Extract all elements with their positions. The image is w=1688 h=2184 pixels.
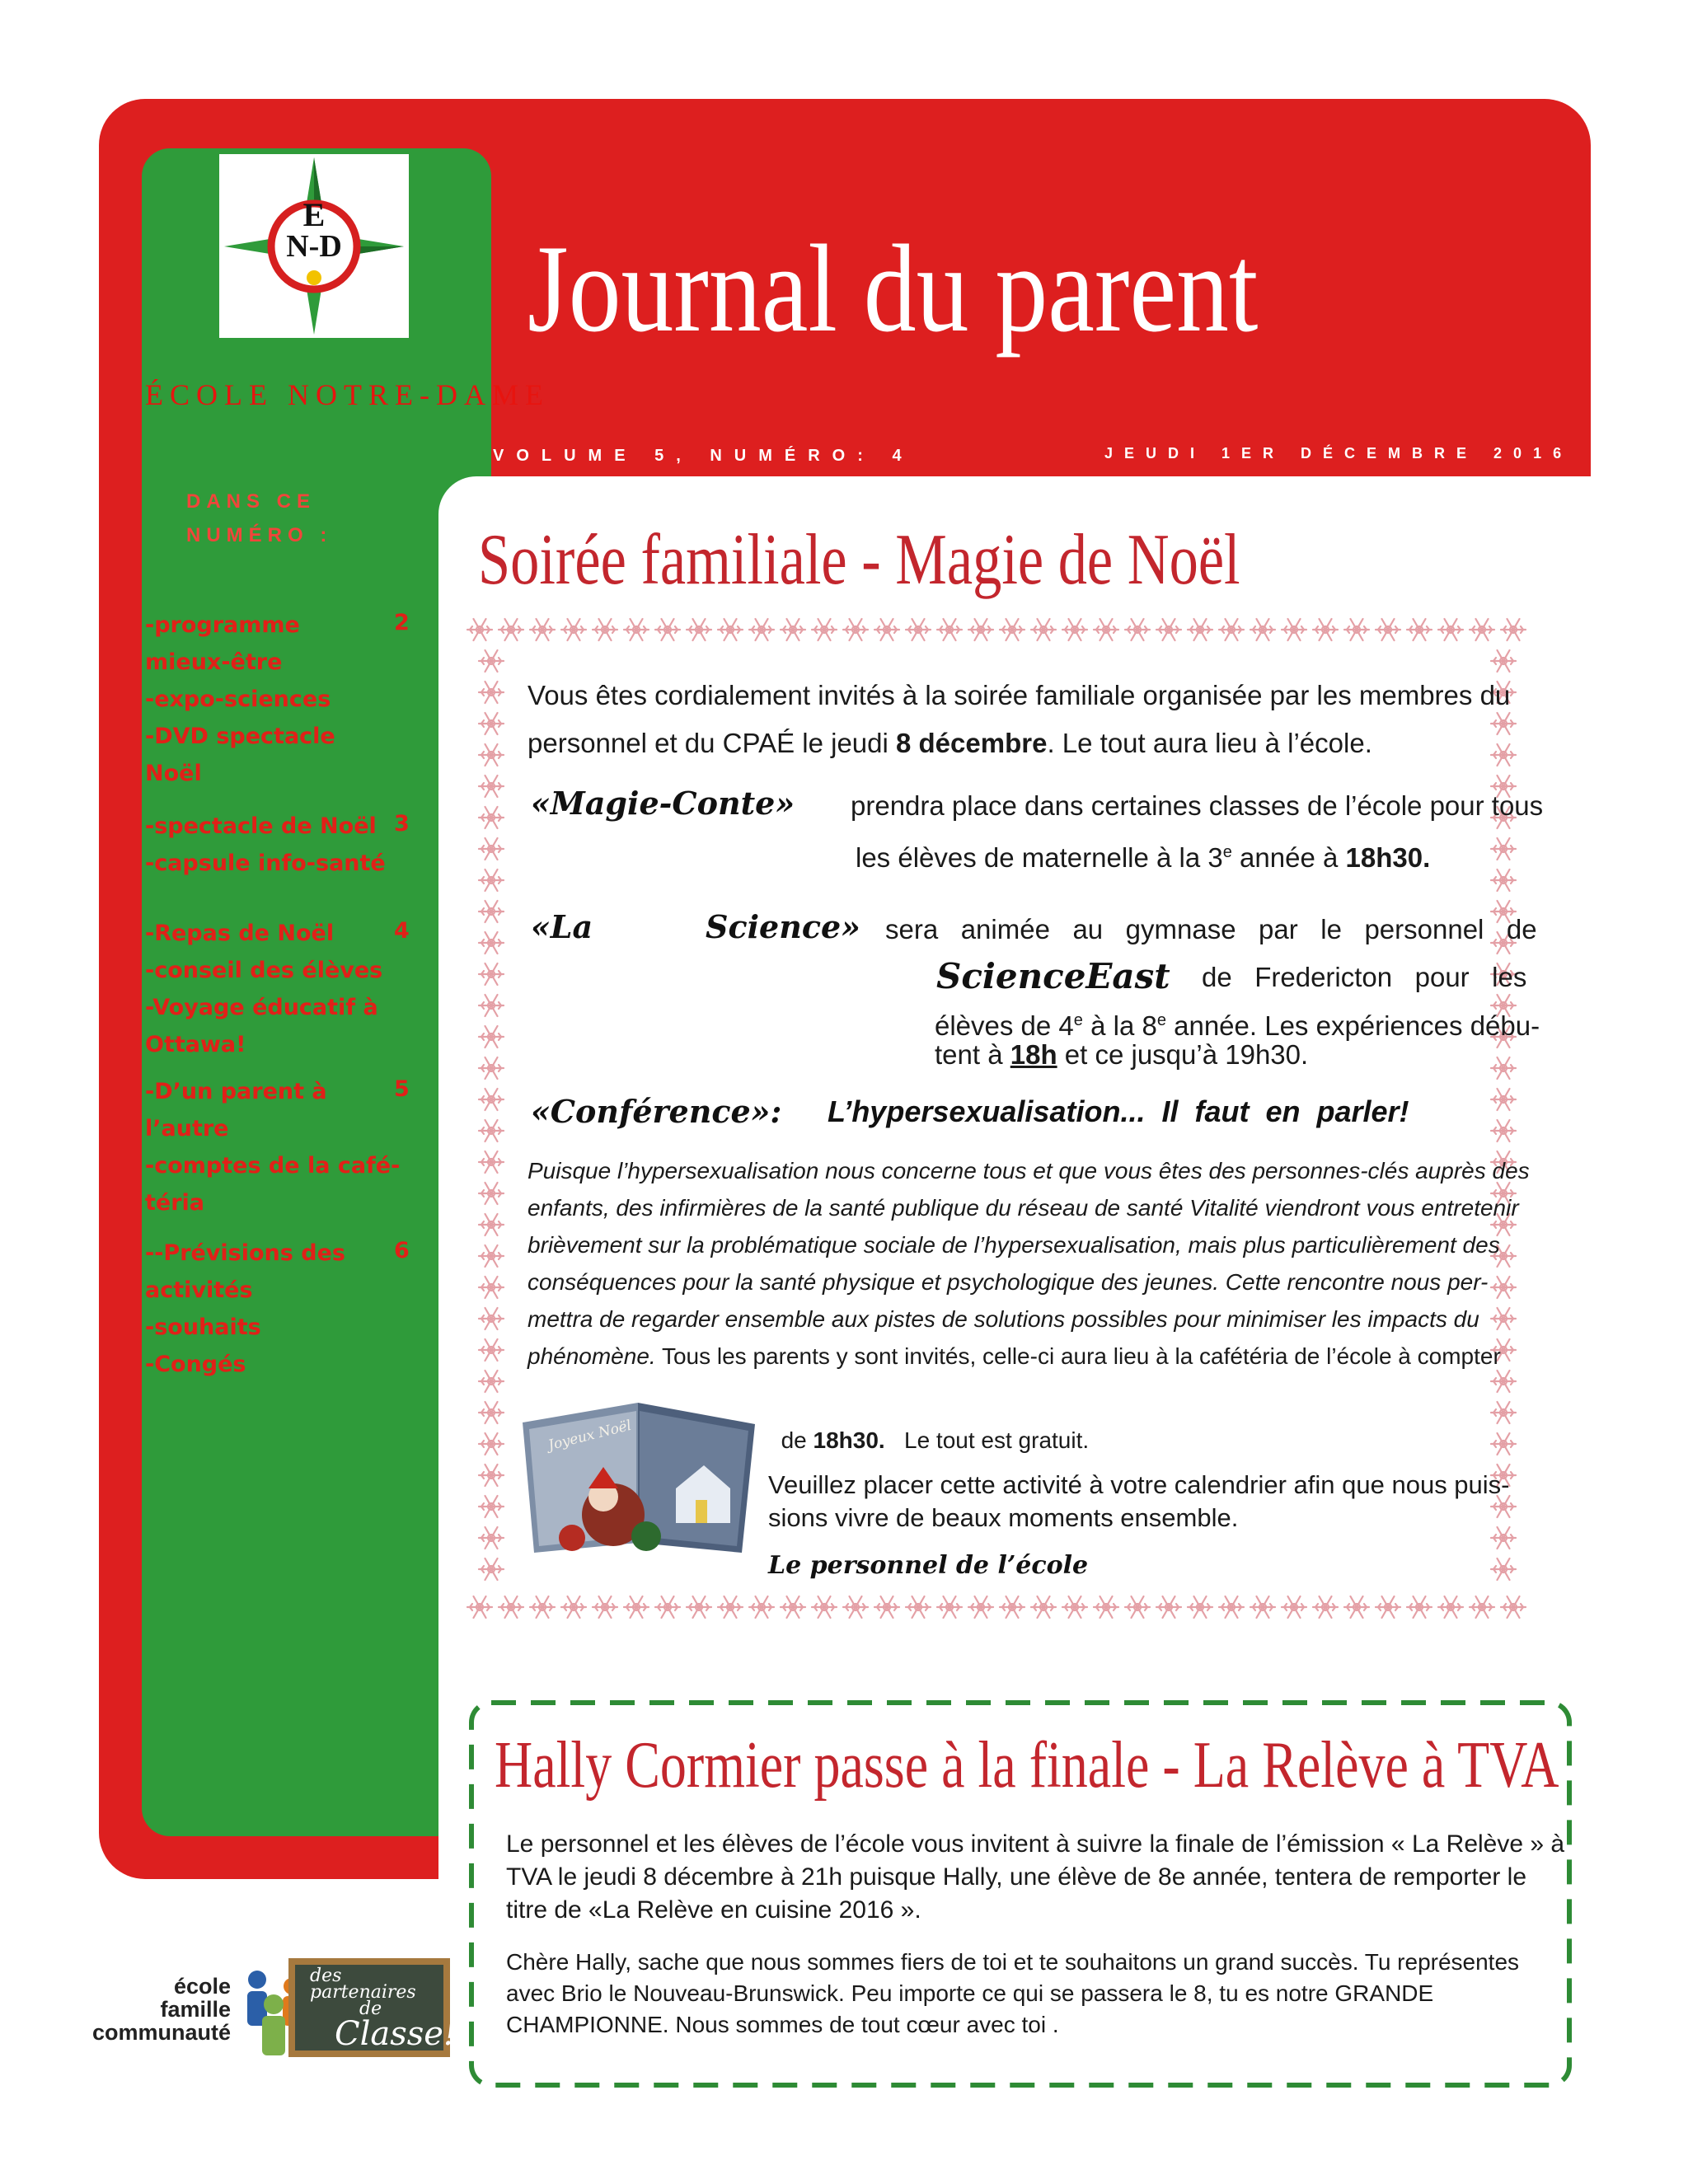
snowflake-icon [1491,1057,1516,1079]
snowflake-icon [479,1151,504,1173]
snowflake-icon [1156,619,1181,640]
magie-conte-text: prendra place dans certaines classes de l’école pour tous [851,790,1544,821]
snowflake-icon [1282,1596,1306,1618]
snowflake-icon [937,1596,962,1618]
snowflake-icon [718,619,743,640]
snowflake-icon [479,1558,504,1580]
snowflake-icon [479,901,504,922]
magie-conte-label: «Magie-Conte» [531,785,795,822]
snowflake-icon [1407,1596,1432,1618]
ordinal-sup: e [1222,843,1232,861]
board-line: Classe! [335,2015,457,2053]
snowflake-icon [1407,619,1432,640]
snowflake-border-bottom [467,1596,1526,1618]
article2-line: Le personnel et les élèves de l’école vous invitent à suivre la finale de l’émission « La Relève » à [506,1830,1565,1858]
ordinal-sup: e [1156,1011,1166,1029]
snowflake-icon [968,619,993,640]
snowflake-icon [1491,1089,1516,1110]
conference-line: conséquences pour la santé physique et psychologique des jeunes. Cette rencontre nous per- [528,1269,1489,1295]
snowflake-icon [1344,1596,1369,1618]
open-book-santa-icon [514,1391,762,1564]
snowflake-icon [479,650,504,672]
page-title: Journal du parent [528,219,1259,358]
toc-page-number: 3 [394,811,410,837]
science-text-4 [935,1035,1308,1075]
science-text: élèves de 4 [935,1010,1074,1041]
science-text: à la 8 [1082,1010,1157,1041]
intro-line-1: Vous êtes cordialement invités à la soirée familiale organisée par les membres du [528,680,1511,710]
toc-page-number: 6 [394,1238,410,1263]
conference-line: brièvement sur la problématique sociale de l’hypersexualisation, mais plus particulièrement des [528,1232,1500,1258]
snowflake-icon [479,995,504,1016]
article2-line: TVA le jeudi 8 décembre à 21h puisque Hally, une élève de 8e année, tentera de remporter le [506,1863,1527,1891]
conference-topic: L’hypersexualisation... Il faut en parler! [828,1094,1409,1128]
science-text: et ce jusqu’à 19h30. [1057,1039,1309,1070]
conference-time-line [768,1381,1089,1460]
snowflake-icon [530,619,555,640]
article2-title: Hally Cormier passe à la finale - La Relève à TVA [495,1729,1559,1802]
snowflake-icon [1491,1402,1516,1423]
intro-text: . Le tout aura lieu à l’école. [1047,728,1372,758]
snowflake-icon [624,619,649,640]
snowflake-icon [1470,619,1494,640]
science-east-name: ScienceEast [936,956,1170,996]
magie-conte-schedule [856,832,1430,878]
snowflake-icon [1125,1596,1150,1618]
snowflake-icon [1491,1120,1516,1141]
snowflake-icon [1000,1596,1025,1618]
snowflake-icon [479,963,504,985]
article2-line: CHAMPIONNE. Nous sommes de tout cœur avec toi . [506,2012,1059,2037]
snowflake-icon [624,1596,649,1618]
snowflake-icon [687,1596,711,1618]
toc-page-number: 5 [394,1076,410,1102]
science-label-1: «La [531,908,593,945]
snowflake-icon [467,1596,492,1618]
chalkboard [288,1958,457,2057]
snowflake-icon [781,619,805,640]
snowflake-icon [561,1596,586,1618]
logo-line: famille [160,1997,231,2022]
snowflake-icon [479,1433,504,1455]
conference-line: Puisque l’hypersexualisation nous concerne tous et que vous êtes des personnes-clés auprès des [528,1158,1530,1183]
snowflake-icon [1376,1596,1400,1618]
snowflake-icon [479,713,504,734]
snowflake-icon [1501,619,1526,640]
snowflake-icon [1491,1558,1516,1580]
snowflake-icon [874,619,899,640]
snowflake-icon [1313,619,1338,640]
snowflake-icon [1344,619,1369,640]
conference-line: enfants, des infirmières de la santé publique du réseau de santé Vitalité viendront vous entretenir [528,1195,1519,1221]
snowflake-icon [1491,713,1516,734]
snowflake-icon [479,838,504,860]
snowflake-icon [1062,619,1087,640]
ordinal-sup: e [1073,1011,1083,1029]
snowflake-icon [1219,1596,1244,1618]
article1-title: Soirée familiale - Magie de Noël [478,520,1240,600]
snowflake-icon [479,776,504,797]
science-text: année. Les expériences débu- [1165,1010,1540,1041]
snowflake-icon [593,1596,617,1618]
snowflake-icon [499,619,523,640]
snowflake-icon [1188,1596,1212,1618]
snowflake-icon [1313,1596,1338,1618]
snowflake-icon [1094,1596,1118,1618]
snowflake-icon [479,869,504,891]
snowflake-icon [1094,619,1118,640]
science-text-2: de Fredericton pour les [1202,962,1527,992]
article2-paragraph-1 [506,1828,1564,1927]
snowflake-icon [1282,619,1306,640]
article2-paragraph-2 [506,1947,1519,2041]
snowflake-icon [1491,650,1516,672]
snowflake-icon [593,619,617,640]
snowflake-icon [479,932,504,954]
snowflake-icon [479,1120,504,1141]
school-name: ÉCOLE NOTRE-DAME [145,378,550,411]
snowflake-icon [479,1183,504,1204]
snowflake-icon [1219,619,1244,640]
snowflake-icon [1062,1596,1087,1618]
intro-line-2 [528,724,1372,763]
board-line: partenaires [310,1982,416,2003]
snowflake-icon [812,619,837,640]
chalkboard-text [310,1966,457,2053]
snowflake-icon [1250,619,1275,640]
magie-time: 18h30. [1345,842,1431,873]
snowflake-icon [479,1214,504,1235]
snowflake-icon [479,1496,504,1517]
snowflake-icon [479,807,504,828]
snowflake-icon [479,1402,504,1423]
snowflake-icon [1470,1596,1494,1618]
snowflake-icon [479,1527,504,1549]
calendar-line: sions vivre de beaux moments ensemble. [768,1503,1239,1532]
snowflake-icon [499,1596,523,1618]
snowflake-icon [906,619,931,640]
snowflake-icon [655,619,680,640]
partners-logo-text [66,1975,231,2044]
snowflake-icon [1125,619,1150,640]
partners-logo [66,1953,457,2060]
snowflake-icon [1250,1596,1275,1618]
board-line: de [359,1999,382,2019]
magie-text: les élèves de maternelle à la 3 [856,842,1223,873]
snowflake-icon [479,1026,504,1047]
snowflake-icon [1000,619,1025,640]
snowflake-icon [1438,619,1463,640]
logo-line: communauté [91,2020,231,2045]
snowflake-icon [1156,1596,1181,1618]
snowflake-border-top [467,619,1526,640]
article2-line: avec Brio le Nouveau-Brunswick. Peu importe ce qui se passera le 8, tu es notre GRANDE [506,1980,1434,2006]
snowflake-border-left [479,650,504,1580]
snowflake-icon [479,1339,504,1361]
calendar-line: Veuillez placer cette activité à votre calendrier afin que nous puis- [768,1470,1510,1499]
issue-date: JEUDI 1ER DÉCEMBRE 2016 [1104,445,1573,462]
snowflake-icon [1491,838,1516,860]
school-logo [219,154,409,338]
conference-time: 18h30. [813,1427,885,1453]
snowflake-icon [479,682,504,703]
snowflake-icon [843,1596,868,1618]
snowflake-icon [530,1596,555,1618]
science-text-1: sera animée au gymnase par le personnel de [885,914,1537,944]
science-text: tent à [935,1039,1010,1070]
snowflake-icon [1491,1433,1516,1455]
snowflake-icon [749,619,774,640]
volume-issue: VOLUME 5, NUMÉRO: 4 [493,447,914,465]
conference-line: phénomène. [528,1343,656,1369]
snowflake-icon [1031,619,1056,640]
snowflake-icon [655,1596,680,1618]
board-line: des [310,1966,342,1986]
snowflake-icon [479,1057,504,1079]
snowflake-icon [812,1596,837,1618]
snowflake-icon [749,1596,774,1618]
magie-text: année à [1231,842,1346,873]
snowflake-icon [781,1596,805,1618]
snowflake-icon [467,619,492,640]
intro-text: personnel et du CPAÉ le jeudi [528,728,896,758]
toc-page-number: 4 [394,918,410,944]
toc-item[interactable]: -D’un parent à l’autre -comptes de la café- téria [145,1079,401,1216]
conference-text: de [781,1427,814,1453]
article2-line: Chère Hally, sache que nous sommes fiers de toi et te souhaitons un grand succès. Tu représentes [506,1949,1520,1975]
snowflake-icon [479,1277,504,1298]
snowflake-icon [479,1245,504,1267]
conference-paragraph [528,1152,1530,1375]
snowflake-icon [843,619,868,640]
snowflake-icon [1501,1596,1526,1618]
science-time: 18h [1010,1039,1057,1070]
toc-page-number: 2 [394,610,410,635]
toc-item[interactable]: -Repas de Noël -conseil des élèves -Voyage éducatif à Ottawa! [145,921,383,1057]
snowflake-icon [479,1089,504,1110]
signature: Le personnel de l’école [768,1551,1089,1580]
toc-heading: DANS CE NUMÉRO : [186,490,333,546]
toc-item[interactable]: --Prévisions des activités -souhaits -Congés [145,1240,345,1377]
snowflake-icon [1491,869,1516,891]
logo-line: école [173,1974,231,1999]
snowflake-icon [1376,619,1400,640]
toc-item[interactable]: -spectacle de Noël -capsule info-santé [145,813,386,876]
snowflake-icon [479,1308,504,1329]
snowflake-icon [968,1596,993,1618]
snowflake-icon [687,619,711,640]
toc-item[interactable]: -programme mieux-être -expo-sciences -DVD spectacle Noël [145,612,335,786]
book-caption: Joyeux Noël [546,1417,634,1455]
conference-line: mettra de regarder ensemble aux pistes de solutions possibles pour minimiser les impacts du [528,1306,1479,1332]
snowflake-icon [479,1465,504,1486]
snowflake-icon [1031,1596,1056,1618]
conference-text: Le tout est gratuit. [884,1427,1090,1453]
snowflake-icon [906,1596,931,1618]
snowflake-icon [718,1596,743,1618]
snowflake-icon [1438,1596,1463,1618]
snowflake-icon [561,619,586,640]
event-date: 8 décembre [896,728,1048,758]
calendar-note [768,1469,1510,1535]
logo-letter-e: E [302,196,326,233]
logo-letters-nd: N-D [286,229,342,264]
conference-label: «Conférence»: [531,1093,782,1130]
snowflake-icon [479,744,504,766]
snowflake-icon [479,1371,504,1392]
snowflake-icon [1188,619,1212,640]
snowflake-icon [937,619,962,640]
snowflake-icon [1491,744,1516,766]
article2-line: titre de «La Relève en cuisine 2016 ». [506,1896,921,1924]
science-label-2: Science» [706,908,860,945]
christmas-book-image [514,1391,762,1564]
snowflake-icon [874,1596,899,1618]
conference-line: Tous les parents y sont invités, celle-ci aura lieu à la cafétéria de l’école à compter [655,1343,1501,1369]
